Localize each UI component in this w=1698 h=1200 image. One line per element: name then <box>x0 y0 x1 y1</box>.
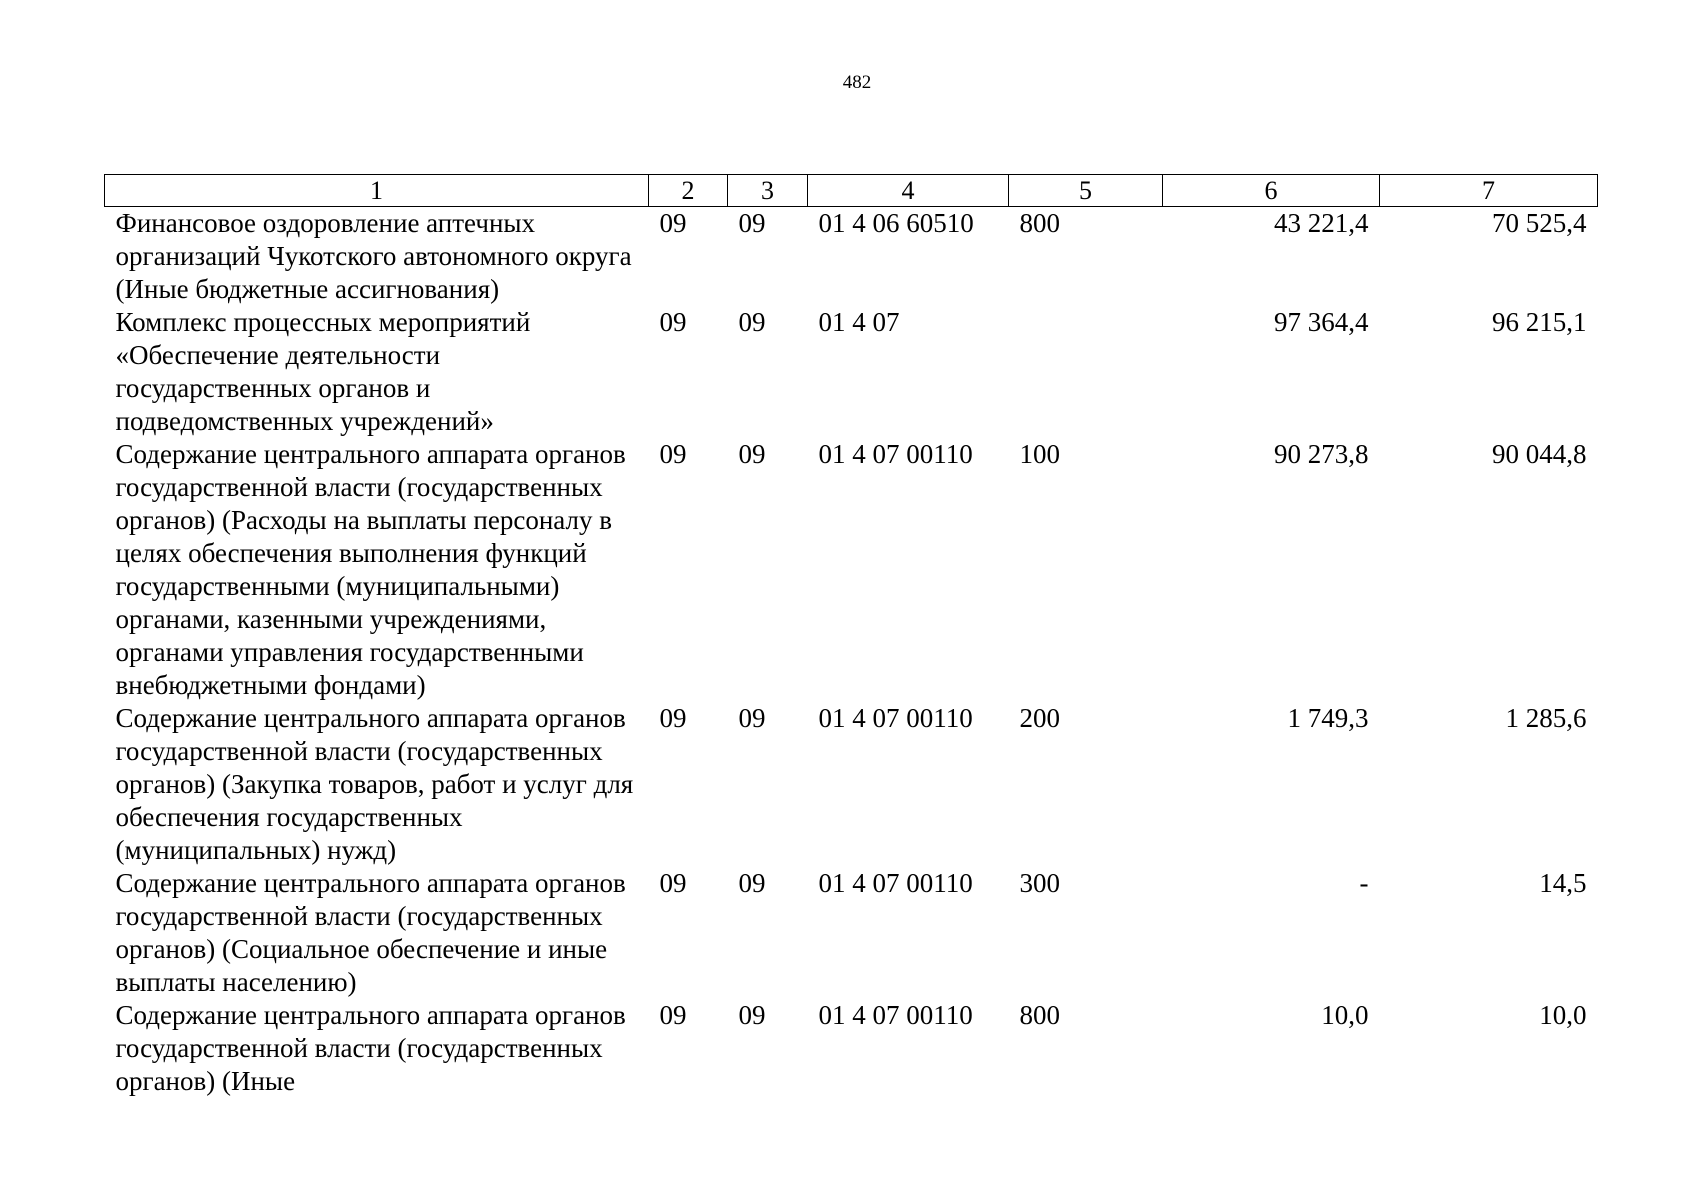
row-amount-6: - <box>1359 868 1369 898</box>
row-expense-type: 800 <box>1019 208 1060 238</box>
table-row <box>105 999 1598 1098</box>
row-amount-7: 1 285,6 <box>1505 703 1587 733</box>
row-amount-7: 10,0 <box>1539 1000 1587 1030</box>
row-name: Комплекс процессных мероприятий «Обеспечение деятельности государственных органов и подведомственных учреждений» <box>115 307 531 436</box>
table-row <box>105 702 1598 867</box>
column-header-1: 1 <box>105 175 649 207</box>
row-target-code: 01 4 07 00110 <box>818 1000 973 1030</box>
row-target-code: 01 4 07 00110 <box>818 703 973 733</box>
row-section: 09 <box>659 307 687 337</box>
row-subsection: 09 <box>738 703 766 733</box>
table-row <box>105 207 1598 307</box>
row-name: Финансовое оздоровление аптечных организаций Чукотского автономного округа (Иные бюджетные ассигнования) <box>115 208 632 304</box>
table-row <box>105 867 1598 999</box>
row-amount-6: 90 273,8 <box>1274 439 1369 469</box>
row-subsection: 09 <box>738 439 766 469</box>
budget-table <box>104 174 1598 1098</box>
column-header-4: 4 <box>808 175 1009 207</box>
header-row <box>105 175 1598 207</box>
row-expense-type: 100 <box>1019 439 1060 469</box>
row-target-code: 01 4 07 00110 <box>818 868 973 898</box>
row-amount-7: 14,5 <box>1539 868 1587 898</box>
row-amount-7: 96 215,1 <box>1492 307 1587 337</box>
row-section: 09 <box>659 703 687 733</box>
row-amount-7: 70 525,4 <box>1492 208 1587 238</box>
column-header-7: 7 <box>1380 175 1598 207</box>
row-expense-type <box>1009 306 1163 438</box>
row-target-code: 01 4 06 60510 <box>818 208 974 238</box>
row-name: Содержание центрального аппарата органов государственной власти (государственных органов) (Расходы на выплаты персоналу в целях обеспечения выполнения функций государственными (муниципальными) органами, казенными учреждениями, органами управления государственными внебюджетными фондами) <box>115 439 626 700</box>
row-target-code: 01 4 07 00110 <box>818 439 973 469</box>
table-row <box>105 438 1598 702</box>
row-name: Содержание центрального аппарата органов государственной власти (государственных органов) (Закупка товаров, работ и услуг для обеспечения государственных (муниципальных) нужд) <box>115 703 634 865</box>
row-subsection: 09 <box>738 208 766 238</box>
row-section: 09 <box>659 868 687 898</box>
row-amount-6: 97 364,4 <box>1274 307 1369 337</box>
row-section: 09 <box>659 439 687 469</box>
row-subsection: 09 <box>738 868 766 898</box>
row-expense-type: 800 <box>1019 1000 1060 1030</box>
row-target-code: 01 4 07 <box>818 307 900 337</box>
table-row <box>105 306 1598 438</box>
row-amount-6: 1 749,3 <box>1287 703 1369 733</box>
column-header-2: 2 <box>649 175 728 207</box>
row-amount-6: 43 221,4 <box>1274 208 1369 238</box>
page-number: 482 <box>842 72 872 93</box>
row-section: 09 <box>659 1000 687 1030</box>
row-amount-7: 90 044,8 <box>1492 439 1587 469</box>
column-header-5: 5 <box>1009 175 1163 207</box>
row-name: Содержание центрального аппарата органов государственной власти (государственных органов) (Иные <box>115 1000 626 1096</box>
row-subsection: 09 <box>738 1000 766 1030</box>
row-section: 09 <box>659 208 687 238</box>
column-header-6: 6 <box>1163 175 1380 207</box>
row-expense-type: 200 <box>1019 703 1060 733</box>
row-expense-type: 300 <box>1019 868 1060 898</box>
row-name: Содержание центрального аппарата органов государственной власти (государственных органов) (Социальное обеспечение и иные выплаты населению) <box>115 868 626 997</box>
row-subsection: 09 <box>738 307 766 337</box>
column-header-3: 3 <box>728 175 808 207</box>
row-amount-6: 10,0 <box>1321 1000 1369 1030</box>
